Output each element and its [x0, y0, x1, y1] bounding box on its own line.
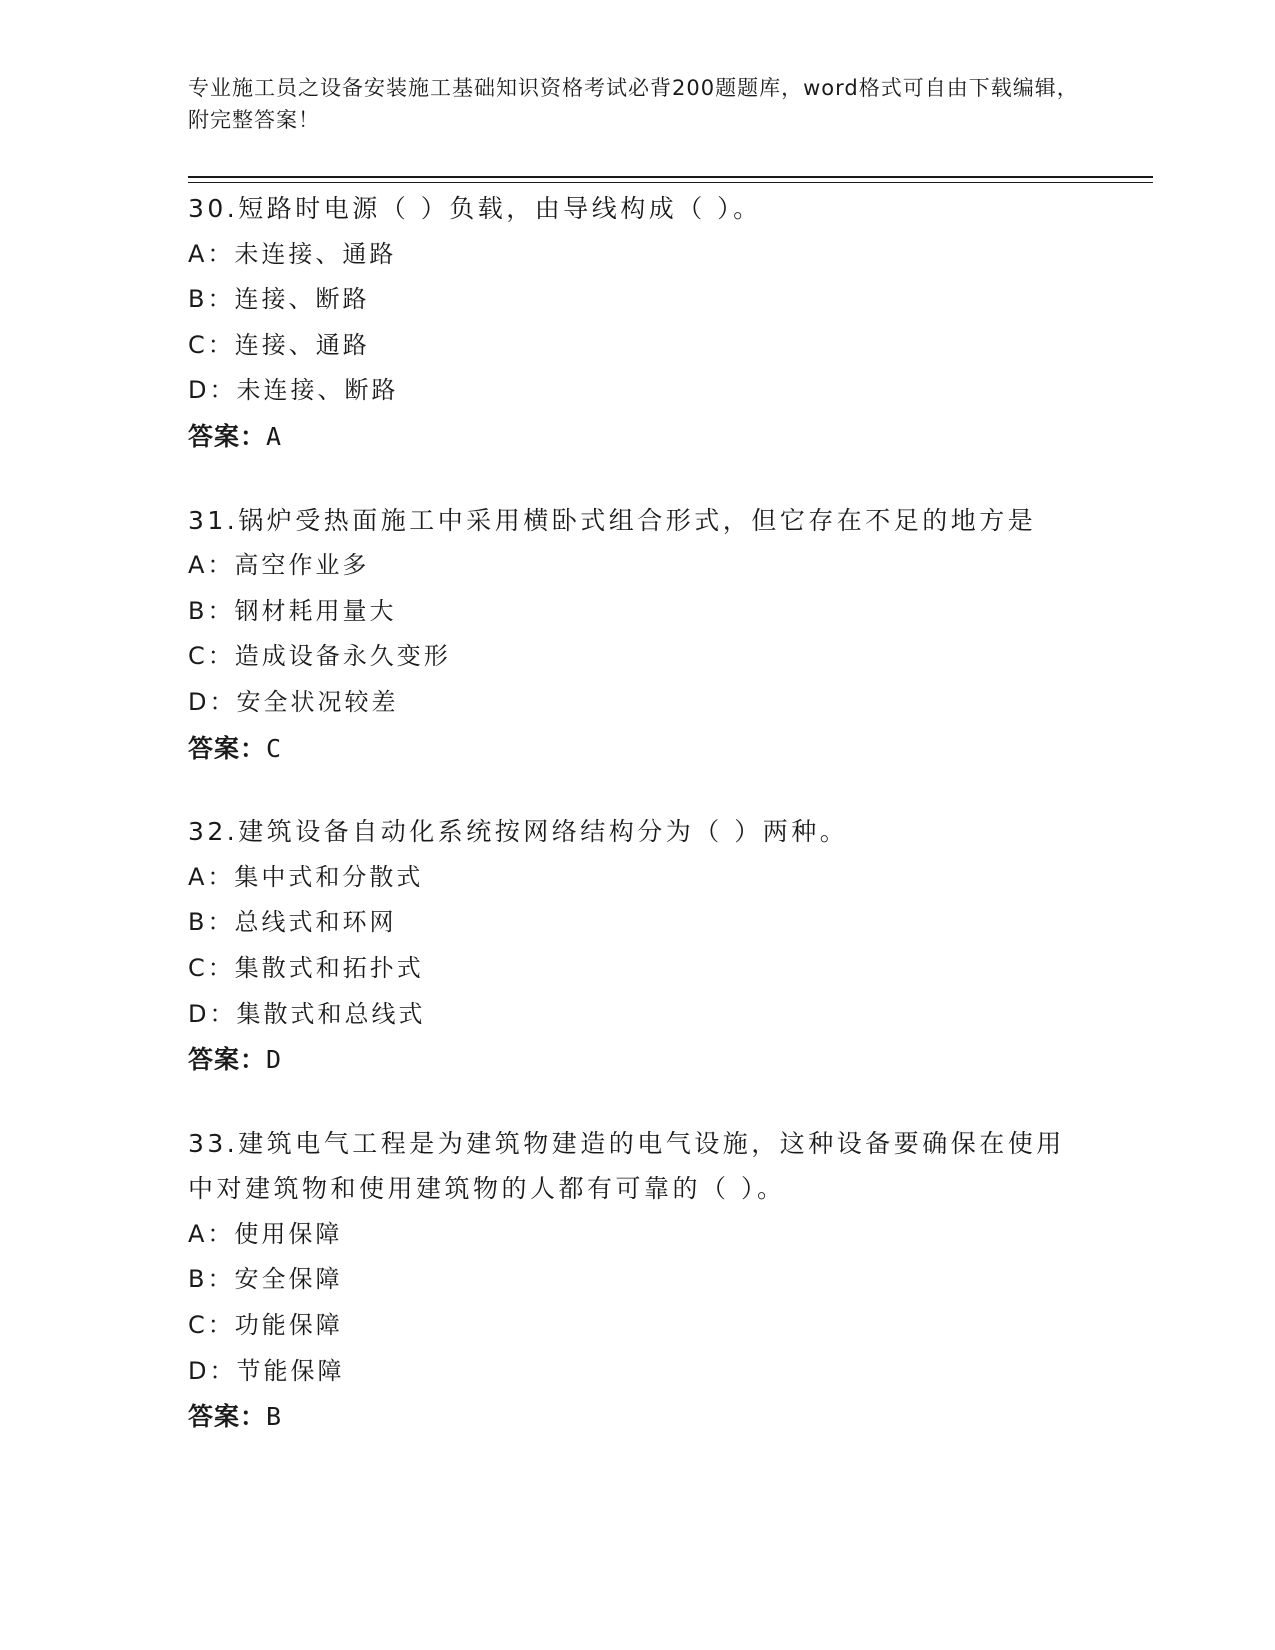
- option-b: B：连接、断路: [188, 285, 370, 314]
- option-a: A：高空作业多: [188, 551, 370, 580]
- option-c: C：造成设备永久变形: [188, 642, 451, 671]
- option-d: D：节能保障: [188, 1356, 345, 1385]
- question-32: [188, 809, 1148, 1083]
- answer-label: 答案：: [188, 1402, 267, 1432]
- answer-line: [188, 414, 1148, 460]
- header-divider-thin: [188, 182, 1153, 183]
- answer-line: [188, 1037, 1148, 1083]
- answer-label: 答案：: [188, 421, 267, 451]
- option-c: C：集散式和拓扑式: [188, 953, 424, 982]
- question-stem: 33.建筑电气工程是为建筑物建造的电气设施，这种设备要确保在使用中对建筑物和使用建筑物的人都有可靠的（ ）。: [188, 1128, 1065, 1204]
- option-d: D：未连接、断路: [188, 376, 399, 405]
- option-b: B：钢材耗用量大: [188, 596, 397, 625]
- option-c: C：连接、通路: [188, 330, 370, 359]
- question-stem: 30.短路时电源（ ）负载，由导线构成（ ）。: [188, 194, 762, 223]
- option-c: C：功能保障: [188, 1311, 343, 1340]
- option-b: B：总线式和环网: [188, 908, 397, 937]
- option-a: A：使用保障: [188, 1219, 343, 1248]
- question-33: [188, 1121, 1148, 1440]
- document-header: 专业施工员之设备安装施工基础知识资格考试必背200题题库，word格式可自由下载编辑，附完整答案！: [188, 76, 1079, 132]
- option-a: A：未连接、通路: [188, 239, 397, 268]
- header-divider: [188, 176, 1153, 178]
- answer-value: C: [266, 733, 283, 763]
- answer-label: 答案：: [188, 733, 267, 763]
- option-d: D：集散式和总线式: [188, 999, 426, 1028]
- answer-line: [188, 1394, 1148, 1440]
- answer-label: 答案：: [188, 1045, 267, 1075]
- answer-line: [188, 726, 1148, 772]
- answer-value: D: [266, 1045, 283, 1075]
- question-stem: 32.建筑设备自动化系统按网络结构分为（ ）两种。: [188, 817, 849, 847]
- option-d: D：安全状况较差: [188, 687, 399, 716]
- question-31: [188, 498, 1148, 772]
- option-a: A：集中式和分散式: [188, 862, 424, 891]
- answer-value: B: [266, 1402, 283, 1432]
- answer-value: A: [266, 421, 283, 451]
- question-stem: 31.锅炉受热面施工中采用横卧式组合形式，但它存在不足的地方是: [188, 505, 1037, 535]
- option-b: B：安全保障: [188, 1265, 343, 1294]
- question-30: [188, 186, 1148, 460]
- question-list: [188, 186, 1148, 1478]
